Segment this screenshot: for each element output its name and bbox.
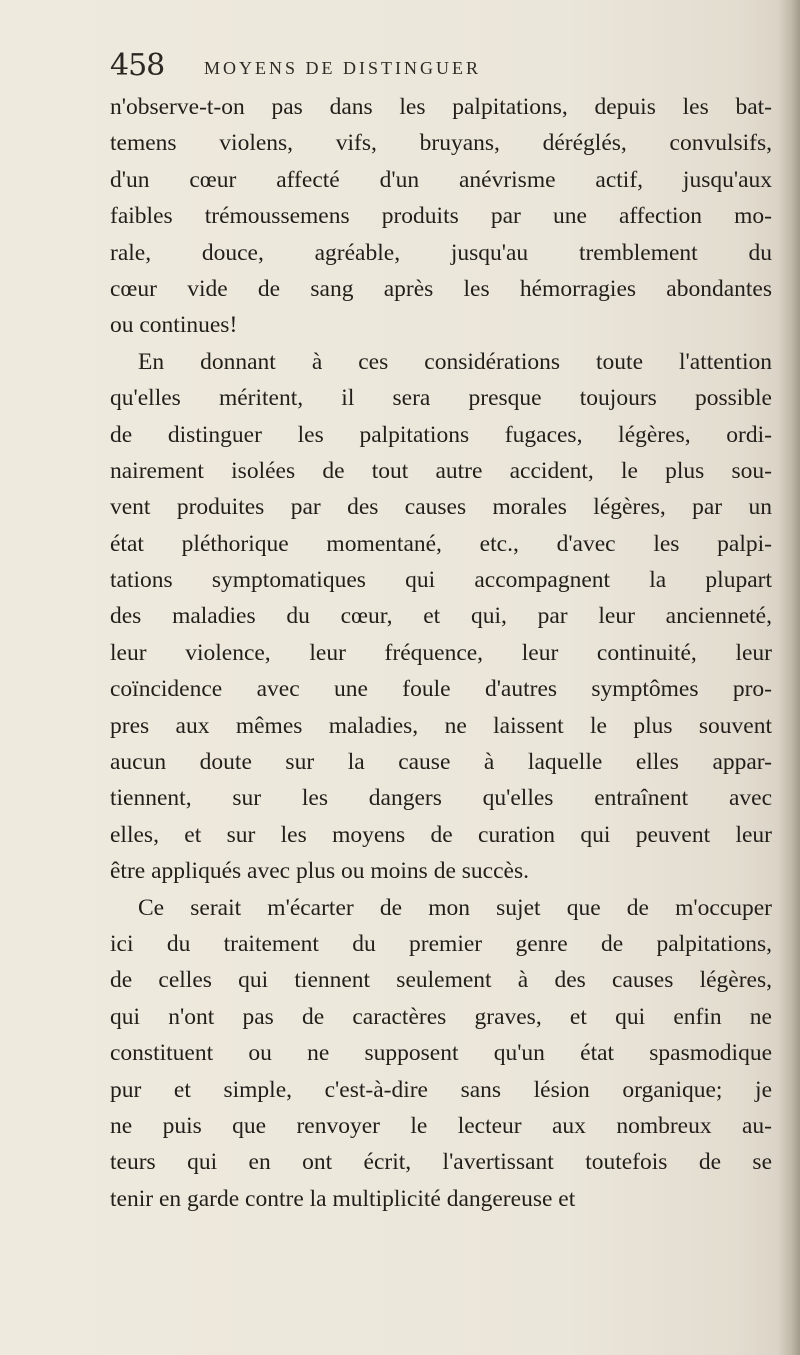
text-line: de distinguer les palpitations fugaces, légères, ordi- xyxy=(110,421,772,448)
text-line: vent produites par des causes morales légères, par un xyxy=(110,494,772,521)
paragraph-1 xyxy=(110,89,772,344)
text-line: temens violens, vifs, bruyans, déréglés, convulsifs, xyxy=(110,130,772,157)
text-line: qu'elles méritent, il sera presque toujours possible xyxy=(110,385,772,412)
text-line: pur et simple, c'est-à-dire sans lésion organique; je xyxy=(110,1076,772,1103)
text-line: de celles qui tiennent seulement à des causes légères, xyxy=(110,967,772,994)
text-line: elles, et sur les moyens de curation qui peuvent leur xyxy=(110,821,772,848)
text-line: n'observe-t-on pas dans les palpitations, depuis les bat- xyxy=(110,94,772,120)
text-line: faibles trémoussemens produits par une affection mo- xyxy=(110,203,772,230)
text-line: Ce serait m'écarter de mon sujet que de m'occuper xyxy=(138,894,772,921)
page-header xyxy=(110,48,770,92)
text-line: qui n'ont pas de caractères graves, et qui enfin ne xyxy=(110,1003,772,1030)
text-line: ou continues! xyxy=(110,312,238,339)
text-line: ici du traitement du premier genre de palpitations, xyxy=(110,930,772,957)
paragraph-2 xyxy=(110,344,772,890)
text-line: cœur vide de sang après les hémorragies abondantes xyxy=(110,275,772,302)
text-line: constituent ou ne supposent qu'un état spasmodique xyxy=(110,1040,772,1067)
text-line: aucun doute sur la cause à laquelle elles appar- xyxy=(110,749,772,776)
text-line: des maladies du cœur, et qui, par leur ancienneté, xyxy=(110,603,772,630)
text-line: tiennent, sur les dangers qu'elles entraînent avec xyxy=(110,785,772,812)
page-edge-shadow xyxy=(778,0,800,1355)
text-line: pres aux mêmes maladies, ne laissent le plus souvent xyxy=(110,712,772,739)
text-line: tations symptomatiques qui accompagnent la plupart xyxy=(110,567,772,594)
text-line: En donnant à ces considérations toute l'attention xyxy=(138,348,772,375)
page-number: 458 xyxy=(110,48,165,83)
text-line: état pléthorique momentané, etc., d'avec les palpi- xyxy=(110,530,772,557)
text-line: coïncidence avec une foule d'autres symptômes pro- xyxy=(110,676,772,703)
running-head: MOYENS DE DISTINGUER xyxy=(204,58,481,78)
text-line: leur violence, leur fréquence, leur continuité, leur xyxy=(110,639,772,666)
text-line: rale, douce, agréable, jusqu'au tremblement du xyxy=(110,239,772,266)
text-line: d'un cœur affecté d'un anévrisme actif, jusqu'aux xyxy=(110,166,772,193)
text-line: tenir en garde contre la multiplicité dangereuse et xyxy=(110,1185,576,1212)
paragraph-3 xyxy=(110,890,772,1218)
text-line: ne puis que renvoyer le lecteur aux nombreux au- xyxy=(110,1112,772,1139)
text-line: nairement isolées de tout autre accident, le plus sou- xyxy=(110,457,772,484)
text-line: être appliqués avec plus ou moins de succès. xyxy=(110,858,529,885)
body-text xyxy=(110,89,772,1217)
text-line: teurs qui en ont écrit, l'avertissant toutefois de se xyxy=(110,1149,772,1176)
